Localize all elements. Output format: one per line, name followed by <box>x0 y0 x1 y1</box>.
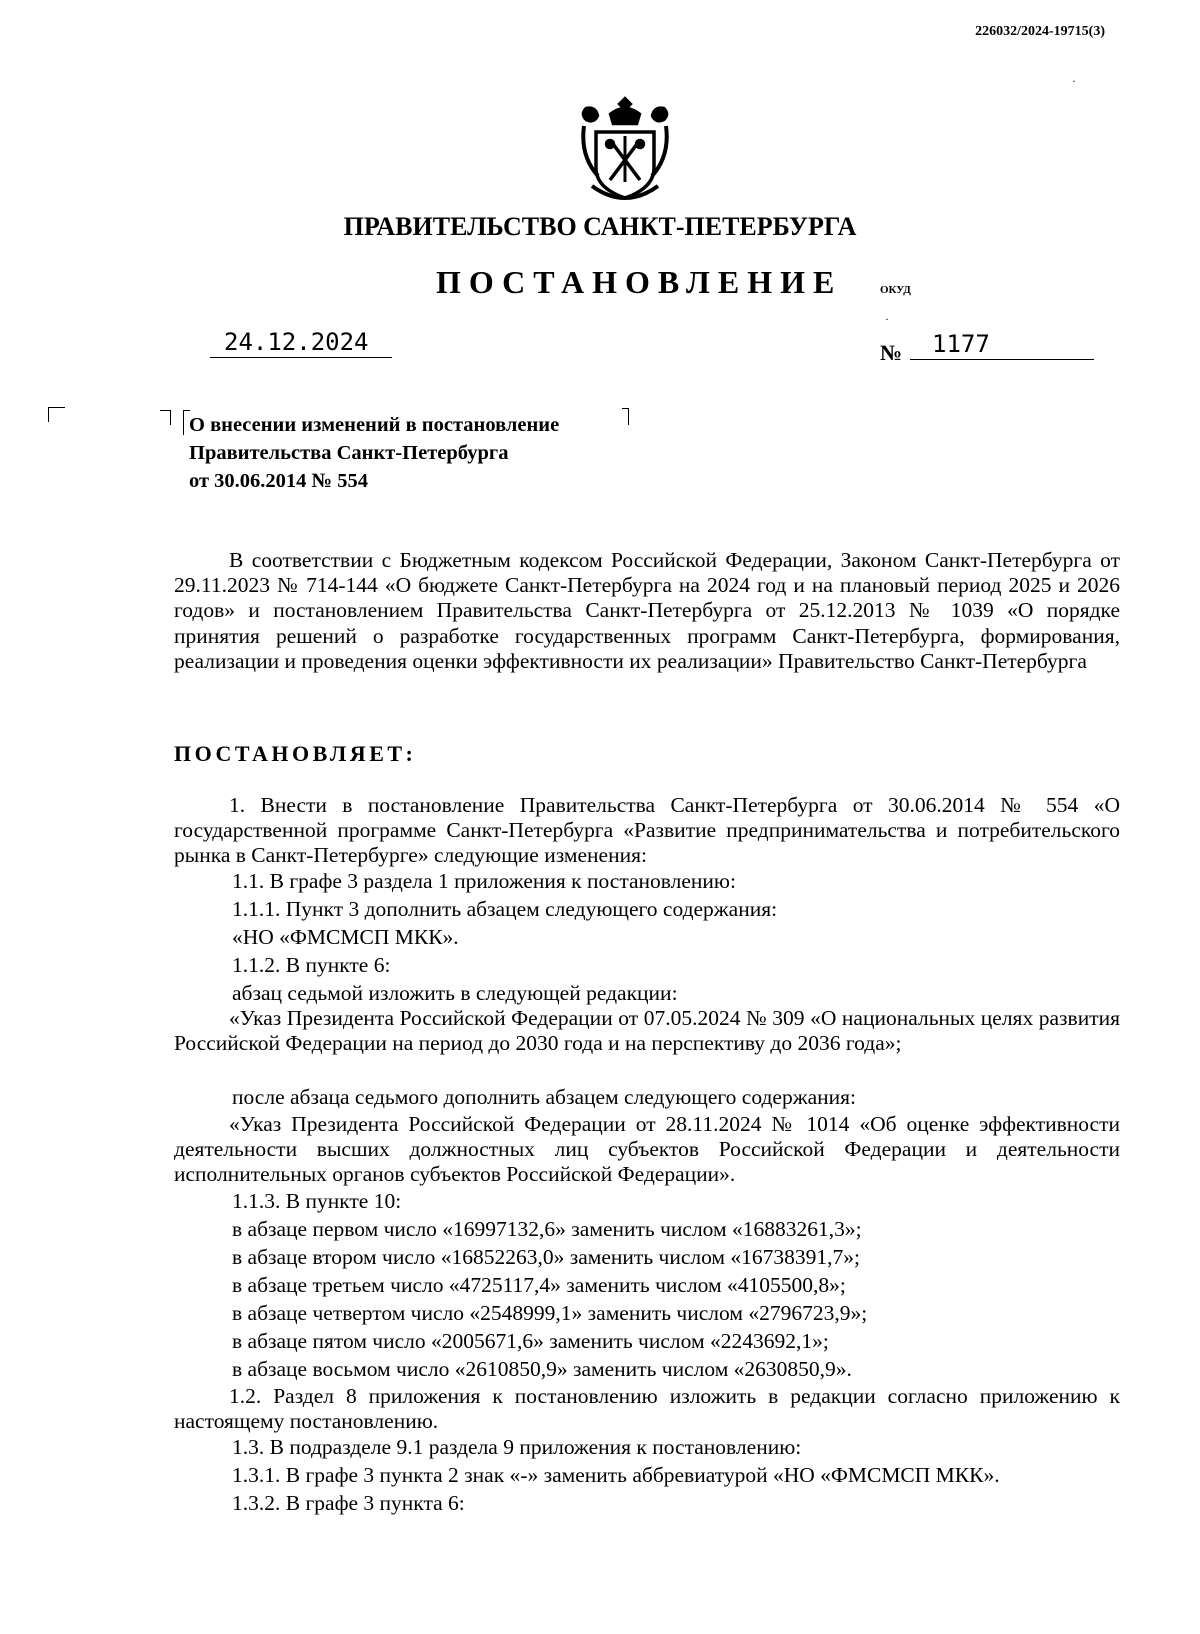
paragraph-1-3-1: 1.3.1. В графе 3 пункта 2 знак «-» заменить аббревиатурой «НО «ФМСМСП МКК». <box>232 1463 1000 1487</box>
subject-line: Правительства Санкт-Петербурга <box>189 442 509 464</box>
paragraph-1-1-1-text: «НО «ФМСМСП МКК». <box>232 925 459 949</box>
document-type-title: ПОСТАНОВЛЕНИЕ <box>436 264 843 300</box>
quote-decree-1014: «Указ Президента Российской Федерации от 28.11.2024 № 1014 «Об оценке эффективности деятельности высших должностных лиц субъектов Российской Федерации и деятельности исполнительных органов субъектов Российской Федерации». <box>174 1112 1120 1187</box>
scan-dot: · <box>1072 74 1076 88</box>
quote-decree-309: «Указ Президента Российской Федерации от 07.05.2024 № 309 «О национальных целях развития Российской Федерации на период до 2030 года и на перспективу до 2036 года»; <box>174 1006 1120 1056</box>
paragraph-1-2: 1.2. Раздел 8 приложения к постановлению изложить в редакции согласно приложению к настоящему постановлению. <box>174 1384 1120 1434</box>
list-item: в абзаце восьмом число «2610850,9» заменить числом «2630850,9». <box>232 1357 852 1381</box>
list-item: в абзаце пятом число «2005671,6» заменить числом «2243692,1»; <box>232 1329 829 1353</box>
paragraph-1-1-3: 1.1.3. В пункте 10: <box>232 1189 402 1213</box>
document-subject <box>189 411 559 495</box>
subject-line: от 30.06.2014 № 554 <box>189 470 369 492</box>
paragraph-1-3-2: 1.3.2. В графе 3 пункта 6: <box>232 1491 465 1515</box>
list-item: в абзаце четвертом число «2548999,1» заменить числом «2796723,9»; <box>232 1301 868 1325</box>
list-item: в абзаце втором число «16852263,0» заменить числом «16738391,7»; <box>232 1245 861 1269</box>
paragraph-1-3: 1.3. В подразделе 9.1 раздела 9 приложения к постановлению: <box>232 1435 802 1459</box>
okud-label: ОКУД <box>880 284 911 296</box>
number-label: № <box>880 340 903 365</box>
coat-of-arms-icon <box>574 90 676 208</box>
corner-mark <box>48 407 65 422</box>
corner-mark <box>622 408 629 425</box>
scan-dot: · <box>885 312 889 326</box>
corner-mark <box>160 410 171 425</box>
decree-word: ПОСТАНОВЛЯЕТ: <box>174 741 417 766</box>
document-registration-number: 226032/2024-19715(3) <box>975 24 1105 39</box>
document-date: 24.12.2024 <box>210 328 392 358</box>
list-item: в абзаце первом число «16997132,6» заменить числом «16883261,3»; <box>232 1217 862 1241</box>
paragraph-1-1-1: 1.1.1. Пункт 3 дополнить абзацем следующего содержания: <box>232 897 778 921</box>
document-number: 1177 <box>910 330 1094 360</box>
paragraph-1-1: 1.1. В графе 3 раздела 1 приложения к постановлению: <box>232 869 736 893</box>
list-item: в абзаце третьем число «4725117,4» заменить числом «4105500,8»; <box>232 1273 846 1297</box>
paragraph-1-1-2-a: абзац седьмой изложить в следующей редакции: <box>232 981 678 1005</box>
preamble-paragraph: В соответствии с Бюджетным кодексом Российской Федерации, Законом Санкт-Петербурга от 29.11.2023 № 714-144 «О бюджете Санкт-Петербурга на 2024 год и на плановый период 2025 и 2026 годов» и постановлением Правительства Санкт-Петербурга от 25.12.2013 № 1039 «О порядке принятия решений о разработке государственных программ Санкт-Петербурга, формирования, реализации и проведения оценки эффективности их реализации» Правительство Санкт-Петербурга <box>174 548 1120 673</box>
subject-line: О внесении изменений в постановление <box>189 414 560 436</box>
paragraph-1-1-2-b: после абзаца седьмого дополнить абзацем следующего содержания: <box>232 1085 856 1109</box>
issuer-title: ПРАВИТЕЛЬСТВО САНКТ-ПЕТЕРБУРГА <box>343 212 857 241</box>
paragraph-1-1-2: 1.1.2. В пункте 6: <box>232 953 391 977</box>
paragraph-1: 1. Внести в постановление Правительства Санкт-Петербурга от 30.06.2014 № 554 «О государственной программе Санкт-Петербурга «Развитие предпринимательства и потребительского рынка в Санкт-Петербурге» следующие изменения: <box>174 793 1120 868</box>
